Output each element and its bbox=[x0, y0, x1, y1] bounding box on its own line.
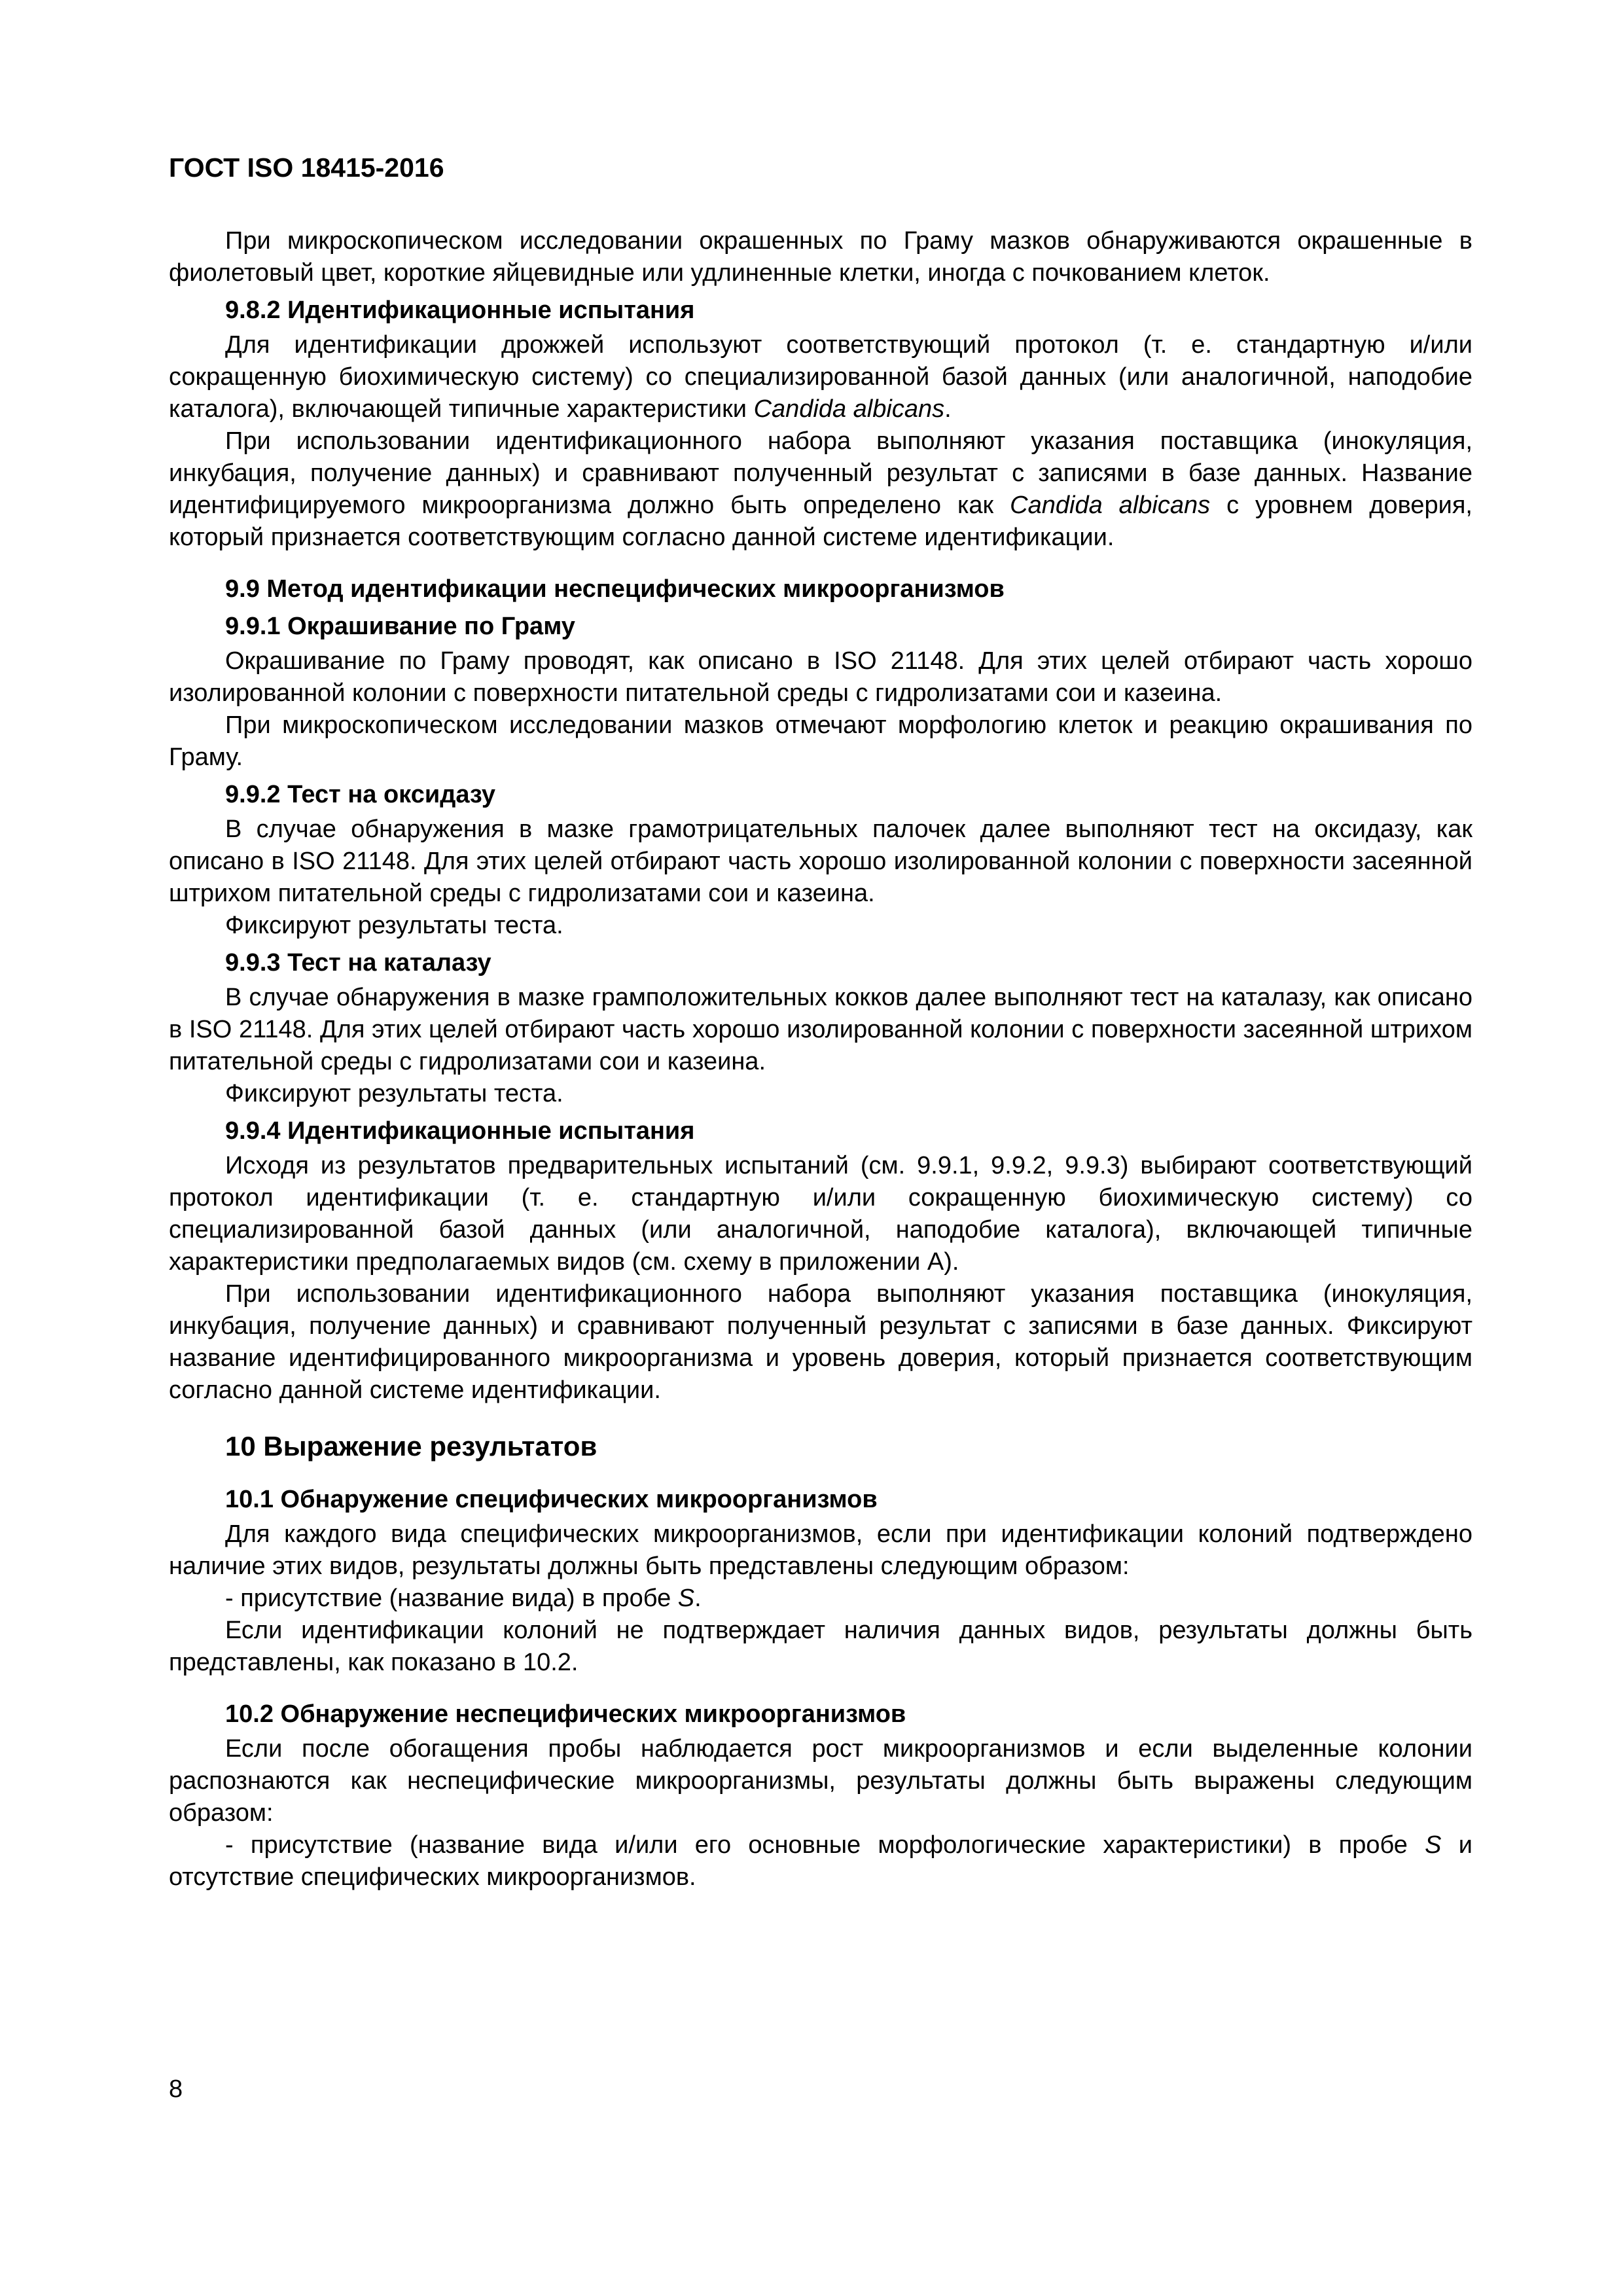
section-heading-10-1: 10.1 Обнаружение специфических микроорганизмов bbox=[225, 1486, 878, 1513]
text-span: Для идентификации дрожжей используют соответствующий протокол (т. е. стандартную и/или сокращенную биохимическую систему) со специализированной базой данных (или аналогичной, наподобие каталога), включающей типичные характеристики bbox=[169, 331, 1472, 423]
section-heading-10-2: 10.2 Обнаружение неспецифических микроорганизмов bbox=[225, 1700, 906, 1728]
list-item-presence-specific bbox=[169, 1583, 1472, 1615]
paragraph-specific-results: Для каждого вида специфических микроорганизмов, если при идентификации колоний подтверждено наличие этих видов, результаты должны быть представлены следующим образом: bbox=[169, 1520, 1472, 1580]
paragraph-record-results: Фиксируют результаты теста. bbox=[225, 1080, 563, 1107]
section-heading-9-8-2: 9.8.2 Идентификационные испытания bbox=[225, 296, 695, 324]
sample-symbol-italic: S bbox=[677, 1585, 695, 1612]
section-heading-9-9-2: 9.9.2 Тест на оксидазу bbox=[225, 781, 495, 808]
paragraph-nonspecific-results: Если после обогащения пробы наблюдается рост микроорганизмов и если выделенные колонии распознаются как неспецифические микроорганизмы, результаты должны быть выражены следующим образом: bbox=[169, 1735, 1472, 1827]
paragraph-not-confirmed: Если идентификации колоний не подтверждает наличия данных видов, результаты должны быть представлены, как показано в 10.2. bbox=[169, 1617, 1472, 1676]
species-name-italic: Candida albicans bbox=[1010, 492, 1211, 519]
text-span: и отсутствие специфических микроорганизмов. bbox=[169, 1831, 1472, 1891]
document-page bbox=[169, 151, 1472, 2179]
page-number: 8 bbox=[169, 2075, 183, 2103]
document-header: ГОСТ ISO 18415-2016 bbox=[169, 152, 444, 183]
section-heading-10: 10 Выражение результатов bbox=[225, 1431, 597, 1462]
paragraph-oxidase-test: В случае обнаружения в мазке грамотрицательных палочек далее выполняют тест на оксидазу, как описано в ISO 21148. Для этих целей отбирают часть хорошо изолированной колонии с поверхности засеянной штрихом питательной среды с гидролизатами сои и казеина. bbox=[169, 816, 1472, 907]
section-heading-9-9: 9.9 Метод идентификации неспецифических микроорганизмов bbox=[225, 575, 1005, 603]
sample-symbol-italic: S bbox=[1425, 1831, 1442, 1859]
paragraph-gram-stain-yeast: При микроскопическом исследовании окрашенных по Граму мазков обнаруживаются окрашенные в фиолетовый цвет, короткие яйцевидные или удлиненные клетки, иногда с почкованием клеток. bbox=[169, 227, 1472, 287]
text-span: с уровнем доверия, который признается соответствующим согласно данной системе идентификации. bbox=[169, 492, 1472, 551]
section-heading-9-9-4: 9.9.4 Идентификационные испытания bbox=[225, 1117, 695, 1145]
species-name-italic: Candida albicans bbox=[753, 395, 945, 423]
paragraph-catalase-test: В случае обнаружения в мазке грамположительных кокков далее выполняют тест на каталазу, как описано в ISO 21148. Для этих целей отбирают часть хорошо изолированной колонии с поверхности засеянной штрихом питательной среды с гидролизатами сои и казеина. bbox=[169, 984, 1472, 1075]
paragraph-gram-staining: Окрашивание по Граму проводят, как описано в ISO 21148. Для этих целей отбирают часть хорошо изолированной колонии с поверхности питательной среды с гидролизатами сои и казеина. bbox=[169, 647, 1472, 707]
text-span: - присутствие (название вида и/или его основные морфологические характеристики) в пробе bbox=[225, 1831, 1425, 1859]
paragraph-identification-kit bbox=[169, 425, 1472, 554]
paragraph-identification-kit-record: При использовании идентификационного набора выполняют указания поставщика (инокуляция, инкубация, получение данных) и сравнивают полученный результат с записями в базе данных. Фиксируют название идентифицированного микроорганизма и уровень доверия, который признается соответствующим согласно данной системе идентификации. bbox=[169, 1280, 1472, 1404]
paragraph-record-results: Фиксируют результаты теста. bbox=[225, 912, 563, 939]
text-span: . bbox=[694, 1585, 702, 1612]
paragraph-preliminary-tests: Исходя из результатов предварительных испытаний (см. 9.9.1, 9.9.2, 9.9.3) выбирают соответствующий протокол идентификации (т. е. стандартную и/или сокращенную биохимическую систему) со специализированной базой данных (или аналогичной, наподобие каталога), включающей типичные характеристики предполагаемых видов (см. схему в приложении А). bbox=[169, 1152, 1472, 1276]
text-span: При использовании идентификационного набора выполняют указания поставщика (инокуляция, инкубация, получение данных) и сравнивают полученный результат с записями в базе данных. Название идентифицируемого микроорганизма должно быть определено как bbox=[169, 427, 1472, 519]
text-span: . bbox=[944, 395, 952, 423]
paragraph-microscopy: При микроскопическом исследовании мазков отмечают морфологию клеток и реакцию окрашивания по Граму. bbox=[169, 711, 1472, 771]
text-span: - присутствие (название вида) в пробе bbox=[225, 1585, 678, 1612]
list-item-presence-nonspecific bbox=[169, 1829, 1472, 1893]
section-heading-9-9-3: 9.9.3 Тест на каталазу bbox=[225, 949, 491, 977]
paragraph-yeast-identification bbox=[169, 329, 1472, 425]
section-heading-9-9-1: 9.9.1 Окрашивание по Граму bbox=[225, 613, 575, 640]
